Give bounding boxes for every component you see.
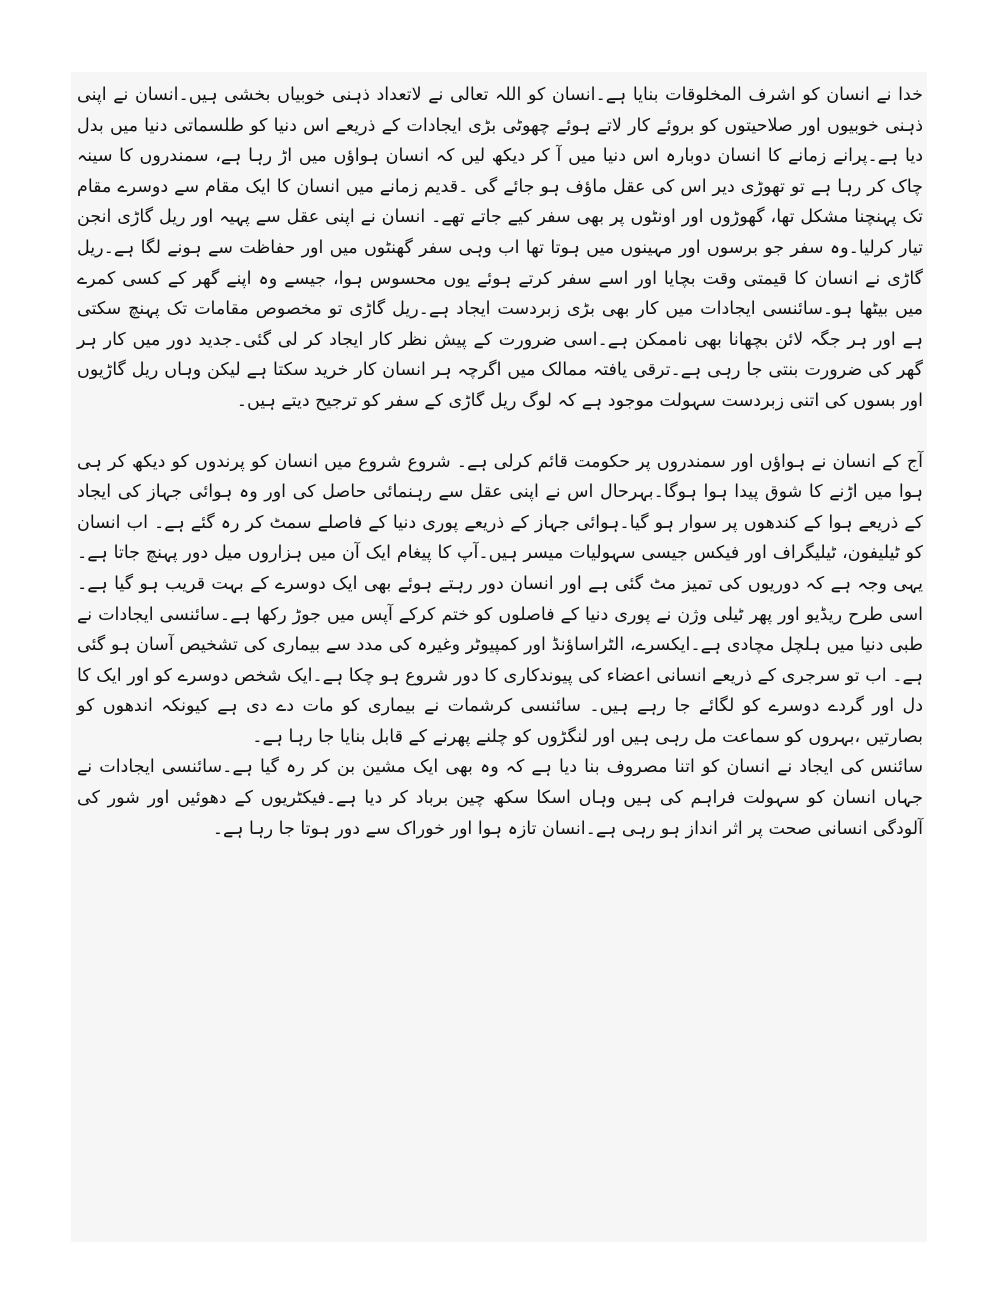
essay-paragraph-1: خدا نے انسان کو اشرف المخلوقات بنایا ہے۔انسان کو اللہ تعالی نے لاتعداد ذہنی خوبیاں بخشی ہیں۔انسان نے اپنی ذہنی خوبیوں اور صلاحیتوں کو بروئے کار لاتے ہوئے چھوٹی بڑی ایجادات کے ذریعے اس دنیا کو طلسماتی دنیا میں بدل دیا ہے۔پرانے زمانے کا انسان دوبارہ اس دنیا میں آ کر دیکھ لیں کہ انسان ہواؤں میں اڑ رہا ہے، سمندروں کا سینہ چاک کر رہا ہے تو تھوڑی دیر اس کی عقل ماؤف ہو جائے گی ۔قدیم زمانے میں انسان کا ایک مقام سے دوسرے مقام تک پہنچنا مشکل تھا، گھوڑوں اور اونٹوں پر بھی سفر کیے جاتے تھے۔ انسان نے اپنی عقل سے پہیہ اور ریل گاڑی انجن تیار کرلیا۔وہ سفر جو برسوں اور مہینوں میں ہوتا تھا اب وہی سفر گھنٹوں میں اور حفاظت سے ہونے لگا ہے۔ریل گاڑی نے انسان کا قیمتی وقت بچایا اور اسے سفر کرتے ہوئے یوں محسوس ہوا، جیسے وہ اپنے گھر کے کسی کمرے میں بیٹھا ہو۔سائنسی ایجادات میں کار بھی بڑی زبردست ایجاد ہے۔ریل گاڑی تو مخصوص مقامات تک پہنچ سکتی ہے اور ہر جگہ لائن بچھانا بھی ناممکن ہے۔اسی ضرورت کے پیش نظر کار ایجاد کر لی گئی۔جدید دور میں کار ہر گھر کی ضرورت بنتی جا رہی ہے۔ترقی یافتہ ممالک میں اگرچہ ہر انسان کار خرید سکتا ہے لیکن وہاں ریل گاڑیوں اور بسوں کی اتنی زبردست سہولت موجود ہے کہ لوگ ریل گاڑی کے سفر کو ترجیح دیتے ہیں۔ [77, 85, 923, 411]
page-sheet [71, 72, 927, 1242]
essay-paragraph-3: سائنس کی ایجاد نے انسان کو اتنا مصروف بنا دیا ہے کہ وہ بھی ایک مشین بن کر رہ گیا ہے۔سائنسی ایجادات نے جہاں انسان کو سہولت فراہم کی ہیں وہاں اسکا سکھ چین برباد کر دیا ہے۔فیکٹریوں کے دھوئیں اور شور کی آلودگی انسانی صحت پر اثر انداز ہو رہی ہے۔انسان تازہ ہوا اور خوراک سے دور ہوتا جا رہا ہے۔ [77, 757, 923, 839]
essay-paragraph-2: آج کے انسان نے ہواؤں اور سمندروں پر حکومت قائم کرلی ہے۔ شروع شروع میں انسان کو پرندوں کو دیکھ کر ہی ہوا میں اڑنے کا شوق پیدا ہوا ہوگا۔بہرحال اس نے اپنی عقل سے رہنمائی حاصل کی اور وہ ہوائی جہاز کی ایجاد کے ذریعے ہوا کے کندھوں پر سوار ہو گیا۔ہوائی جہاز کے ذریعے پوری دنیا کے فاصلے سمٹ کر رہ گئے ہے۔ اب انسان کو ٹیلیفون، ٹیلیگراف اور فیکس جیسی سہولیات میسر ہیں۔آپ کا پیغام ایک آن میں ہزاروں میل دور پہنچ جاتا ہے۔یہی وجہ ہے کہ دوریوں کی تمیز مٹ گئی ہے اور انسان دور رہتے ہوئے بھی ایک دوسرے کے بہت قریب ہو گیا ہے۔اسی طرح ریڈیو اور پھر ٹیلی وژن نے پوری دنیا کے فاصلوں کو ختم کرکے آپس میں جوڑ رکھا ہے۔سائنسی ایجادات نے طبی دنیا میں ہلچل مچادی ہے۔ایکسرے، الٹراساؤنڈ اور کمپیوٹر وغیرہ کی مدد سے بیماری کی تشخیص آسان ہو گئی ہے۔ اب تو سرجری کے ذریعے انسانی اعضاء کی پیوندکاری کا دور شروع ہو چکا ہے۔ایک شخص دوسرے کو اور ایک کا دل اور گردے دوسرے کو لگائے جا رہے ہیں۔ سائنسی کرشمات نے بیماری کو مات دے دی ہے کیونکہ اندھوں کو بصارتیں ،بہروں کو سماعت مل رہی ہیں اور لنگڑوں کو چلنے پھرنے کے قابل بنایا جا رہا ہے۔ [77, 451, 923, 747]
